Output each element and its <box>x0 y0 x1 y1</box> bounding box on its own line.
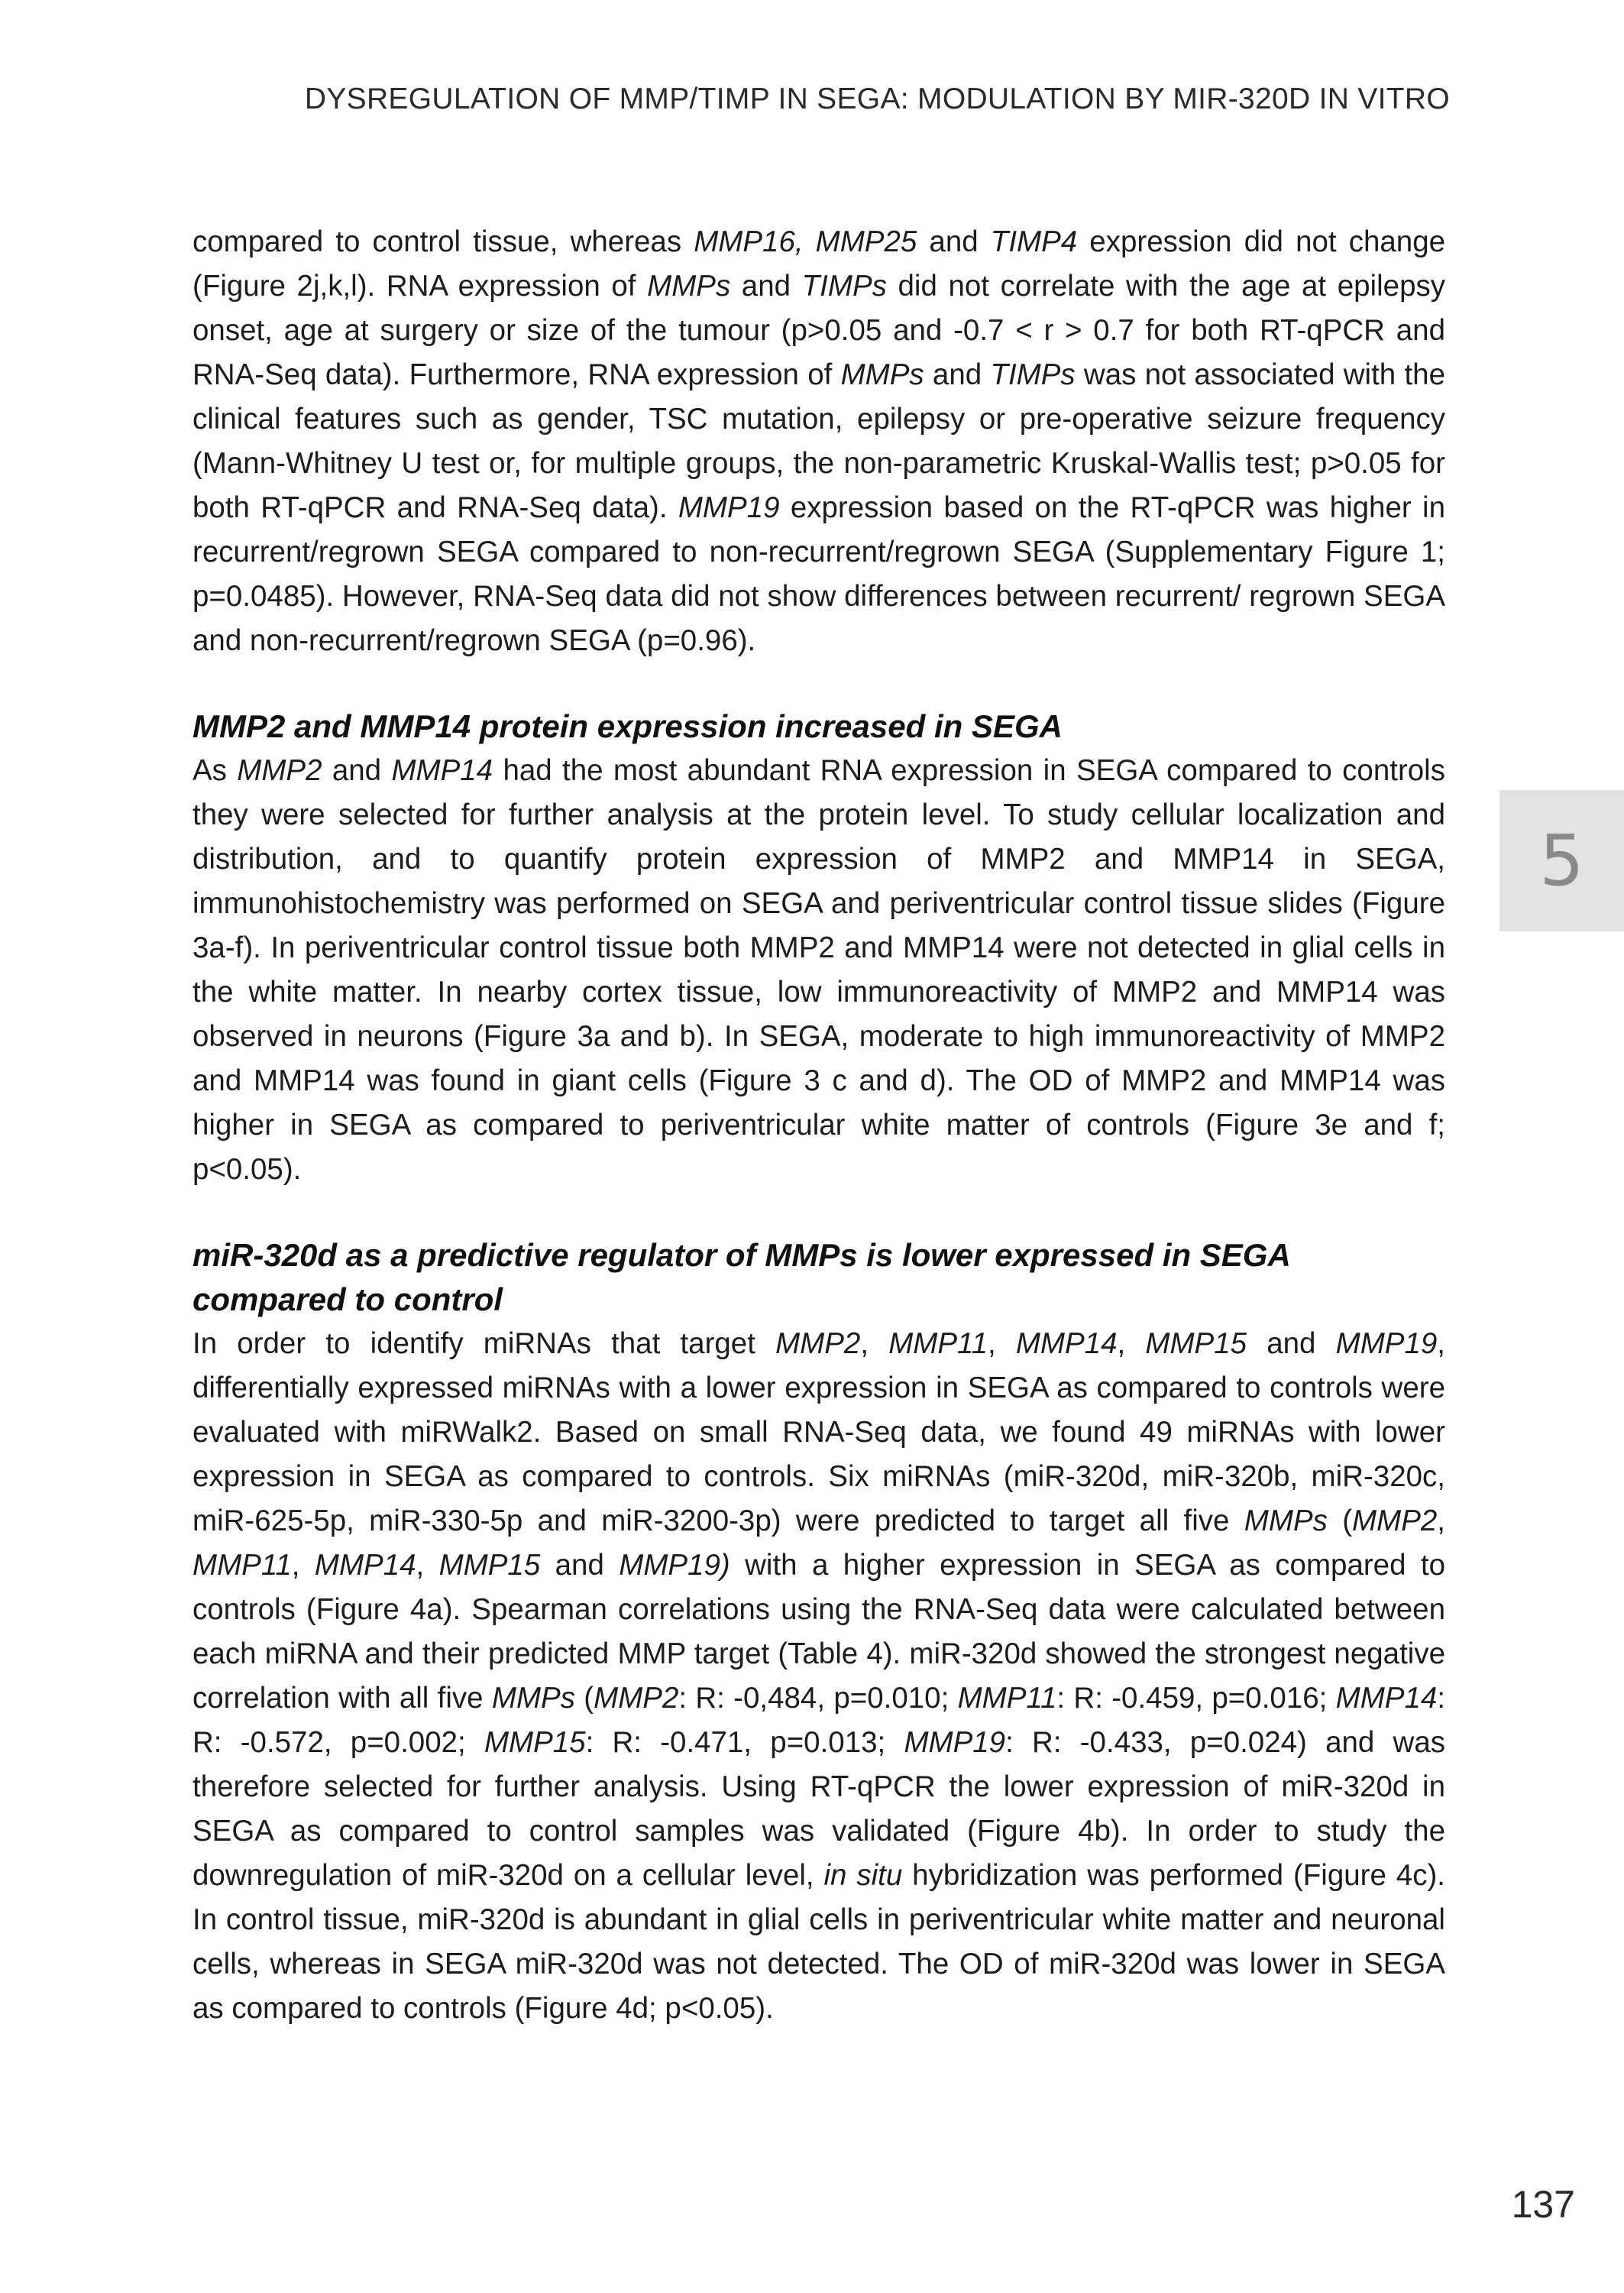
gene-name: MMP11 <box>957 1682 1057 1715</box>
gene-name: MMP2 <box>237 754 322 787</box>
text-run: : R: -0.471, p=0.013; <box>585 1726 904 1759</box>
text-run: and <box>924 358 991 391</box>
gene-name: TIMPs <box>990 358 1076 391</box>
gene-name: MMP14 <box>1015 1327 1118 1360</box>
text-run: compared to control tissue, whereas <box>192 225 694 258</box>
gene-name: TIMP4 <box>990 225 1078 258</box>
gene-name: MMP19) <box>619 1549 730 1582</box>
gene-name: MMP14 <box>314 1549 416 1582</box>
gene-name: MMP15 <box>484 1726 586 1759</box>
page-number: 137 <box>1511 2183 1575 2226</box>
running-header: DYSREGULATION OF MMP/TIMP IN SEGA: MODULATION BY MIR-320D IN VITRO <box>304 83 1450 115</box>
text-run: and <box>322 754 392 787</box>
text-run: , <box>1437 1504 1445 1537</box>
text-run: : R: -0.572, p=0.002; <box>192 1682 1446 1759</box>
text-run: had the most abundant RNA expression in SEGA compared to controls they were selected for further analysis at the protein level. To study cellular localization and distribution, and to quantify protein expression of MMP2 and MMP14 in SEGA, immunohistochemistry was performed on SEGA and periventricular control tissue slides (Figure 3a-f). In periventricular control tissue both MMP2 and MMP14 were not detected in glial cells in the white matter. In nearby cortex tissue, low immunoreactivity of MMP2 and MMP14 was observed in neurons (Figure 3a and b). In SEGA, moderate to high immunoreactivity of MMP2 and MMP14 was found in giant cells (Figure 3 c and d). The OD of MMP2 and MMP14 was higher in SEGA as compared to periventricular white matter of controls (Figure 3e and f; p<0.05). <box>192 754 1445 1186</box>
gene-name: MMP14 <box>391 754 493 787</box>
text-run: : R: -0,484, p=0.010; <box>678 1682 958 1715</box>
latin-term: in situ <box>823 1859 903 1892</box>
text-run: ( <box>1327 1504 1353 1537</box>
text-run: did not correlate with the age at epilepsy onset, age at surgery or size of the tumour (p>0.05 and -0.7 < r > 0.7 for both RT-qPCR and RNA-Seq data). Furthermore, RNA expression of <box>192 270 1445 391</box>
text-run: and <box>917 225 991 258</box>
gene-name: MMP11 <box>888 1327 988 1360</box>
text-run: , <box>860 1327 889 1360</box>
text-run: As <box>192 754 238 787</box>
section-gap <box>192 663 1445 704</box>
text-run: ( <box>574 1682 594 1715</box>
chapter-number: 5 <box>1539 820 1584 902</box>
section-heading-mir320d: miR-320d as a predictive regulator of MMPs is lower expressed in SEGA compared to control <box>192 1237 1290 1317</box>
gene-name: MMP2 <box>594 1682 679 1715</box>
text-run: , <box>416 1549 439 1582</box>
gene-name: MMPs <box>647 270 731 303</box>
text-run: : R: -0.433, p=0.024) and was therefore selected for further analysis. Using RT-qPCR the lower expression of miR-320d in SEGA as compared to control samples was validated (Figure 4b). In order to study the downregulation of miR-320d on a cellular level, <box>192 1726 1445 1892</box>
gene-name: MMP19 <box>904 1726 1006 1759</box>
text-run: , <box>291 1549 315 1582</box>
gene-name: MMP2 <box>775 1327 861 1360</box>
text-run: In order to identify miRNAs that target <box>192 1327 776 1360</box>
text-run: , <box>1117 1327 1146 1360</box>
section-heading-protein: MMP2 and MMP14 protein expression increased in SEGA <box>192 708 1063 744</box>
gene-name: MMP15 <box>1145 1327 1247 1360</box>
gene-name: MMP16, MMP25 <box>694 225 917 258</box>
gene-name: MMP19 <box>1335 1327 1438 1360</box>
gene-name: MMP15 <box>438 1549 541 1582</box>
gene-name: MMP2 <box>1352 1504 1438 1537</box>
text-run: and <box>1247 1327 1336 1360</box>
paragraph-protein-expression <box>192 749 1445 1192</box>
section-gap <box>192 1192 1445 1233</box>
gene-name: MMPs <box>1244 1504 1328 1537</box>
text-run: hybridization was performed (Figure 4c). In control tissue, miR-320d is abundant in glial cells in periventricular white matter and neuronal cells, whereas in SEGA miR-320d was not detected. The OD of miR-320d was lower in SEGA as compared to controls (Figure 4d; p<0.05). <box>192 1859 1445 2025</box>
text-run: : R: -0.459, p=0.016; <box>1056 1682 1336 1715</box>
text-run: , <box>987 1327 1016 1360</box>
paragraph-results-rna <box>192 220 1445 663</box>
text-run: expression did not change (Figure 2j,k,l). RNA expression of <box>192 225 1446 303</box>
gene-name: TIMPs <box>801 270 887 303</box>
text-run: expression based on the RT-qPCR was higher in recurrent/regrown SEGA compared to non-recurrent/regrown SEGA (Supplementary Figure 1; p=0.0485). However, RNA-Seq data did not show differences between recurrent/ regrown SEGA and non-recurrent/regrown SEGA (p=0.96). <box>192 491 1445 657</box>
text-run: and <box>730 270 802 303</box>
text-run: and <box>540 1549 620 1582</box>
gene-name: MMPs <box>840 358 924 391</box>
chapter-tab <box>1499 790 1624 931</box>
text-run: with a higher expression in SEGA as compared to controls (Figure 4a). Spearman correlations using the RNA-Seq data were calculated between each miRNA and their predicted MMP target (Table 4). miR-320d showed the strongest negative correlation with all five <box>192 1549 1445 1715</box>
paragraph-mir320d <box>192 1322 1445 2031</box>
gene-name: MMP14 <box>1335 1682 1438 1715</box>
text-run: , differentially expressed miRNAs with a lower expression in SEGA as compared to controls were evaluated with miRWalk2. Based on small RNA-Seq data, we found 49 miRNAs with lower expression in SEGA as compared to controls. Six miRNAs (miR-320d, miR-320b, miR-320c, miR-625-5p, miR-330-5p and miR-3200-3p) were predicted to target all five <box>192 1327 1445 1537</box>
gene-name: MMP19 <box>678 491 780 524</box>
text-run: was not associated with the clinical features such as gender, TSC mutation, epilepsy or pre-operative seizure frequency (Mann-Whitney U test or, for multiple groups, the non-parametric Kruskal-Wallis test; p>0.05 for both RT-qPCR and RNA-Seq data). <box>192 358 1445 524</box>
gene-name: MMP11 <box>192 1549 292 1582</box>
page-body <box>192 220 1445 2031</box>
gene-name: MMPs <box>491 1682 575 1715</box>
